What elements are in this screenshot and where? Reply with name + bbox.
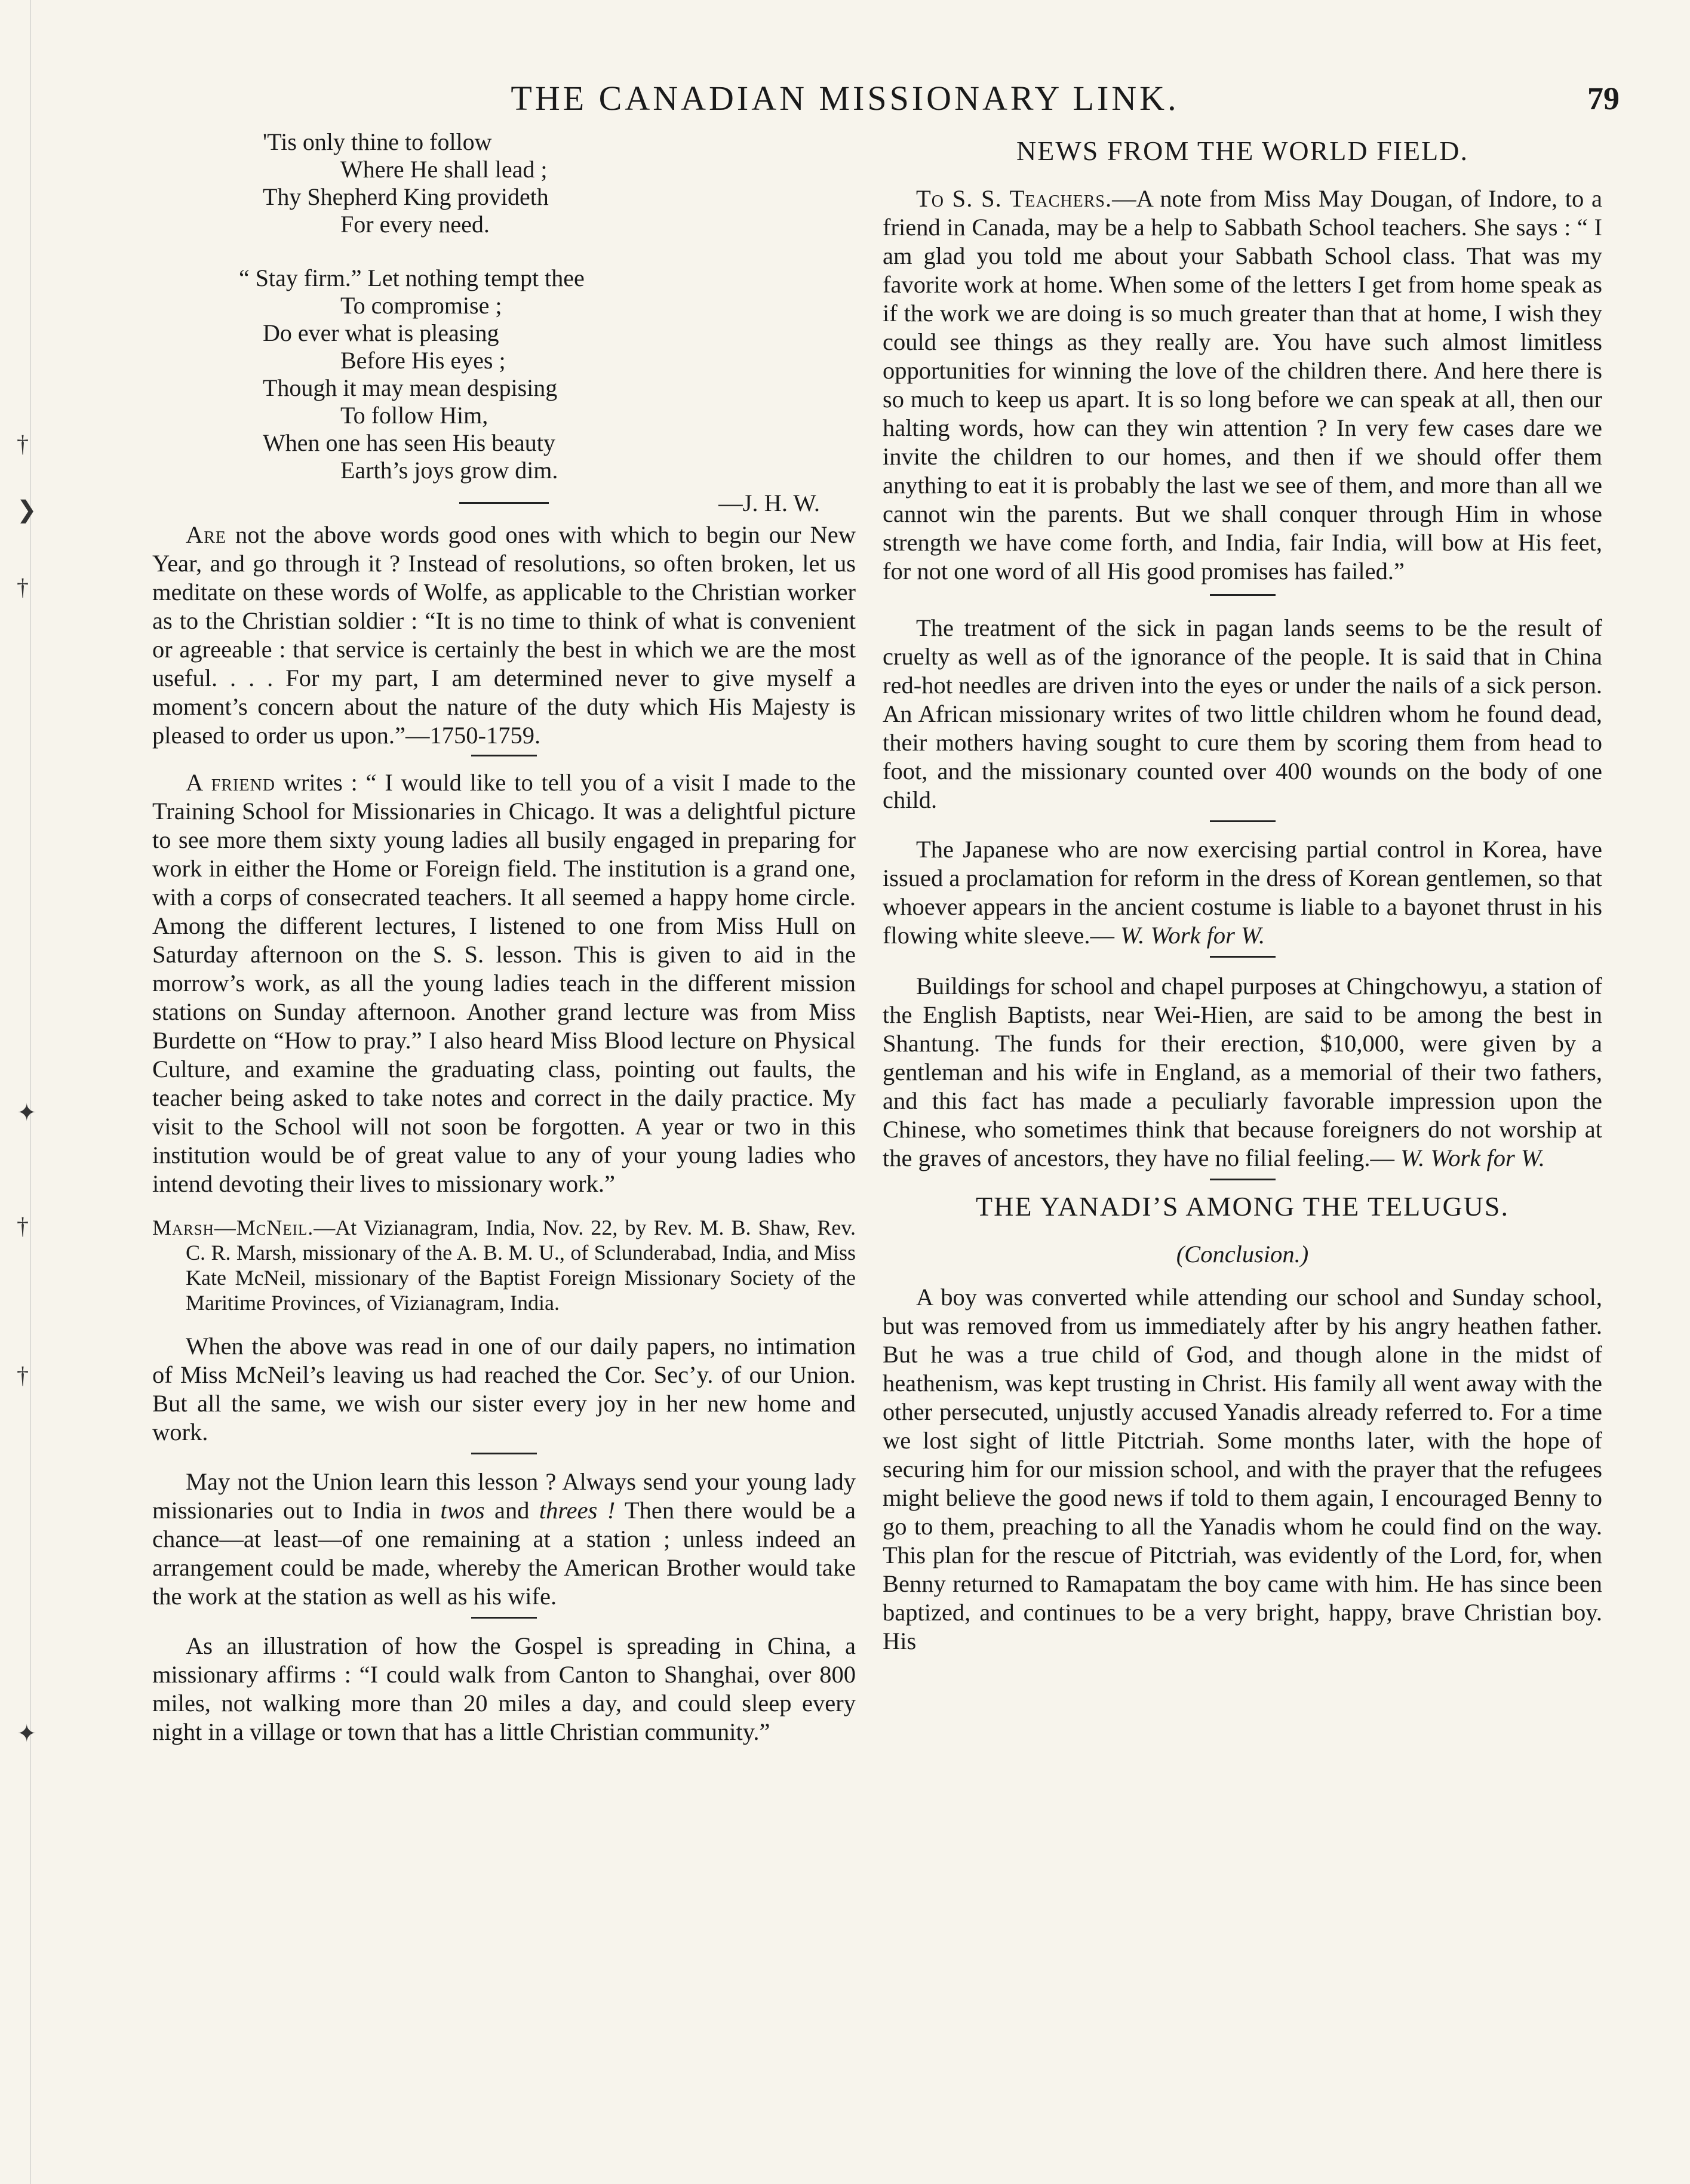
page-header — [0, 72, 1690, 125]
poem-stanza — [239, 264, 856, 484]
margin-mark: ✦ — [17, 1099, 37, 1126]
paragraph-text: and — [484, 1497, 539, 1524]
article-paragraph — [152, 768, 856, 1198]
poem-line: Before His eyes ; — [340, 347, 506, 374]
poem-signature: —J. H. W. — [718, 490, 820, 516]
poem-line: Though it may mean despising — [263, 374, 558, 401]
lead-in: To S. S. Teachers. — [916, 185, 1113, 212]
marriage-notice — [152, 1215, 856, 1315]
lead-in: Are — [186, 521, 227, 548]
margin-mark: † — [17, 574, 29, 601]
journal-title: THE CANADIAN MISSIONARY LINK. — [511, 79, 1179, 118]
poem-line: “ Stay firm.” Let nothing tempt thee — [239, 264, 585, 291]
lead-in: A friend — [186, 769, 275, 796]
poem-line: Where He shall lead ; — [340, 156, 548, 183]
source-credit: W. Work for W. — [1400, 1145, 1545, 1171]
section-heading: NEWS FROM THE WORLD FIELD. — [1016, 136, 1468, 166]
section-divider — [471, 1453, 537, 1454]
paragraph-text: Then there would be a chance—at least—of one remaining at a station ; unless indeed an arrangement could be made, whereby the American Brother would take the work at the station as well as his wife. — [152, 1497, 856, 1610]
section-divider — [471, 1617, 537, 1619]
right-column — [883, 128, 1602, 2146]
spacer — [152, 1198, 856, 1215]
margin-mark: † — [17, 1362, 29, 1389]
section-divider — [471, 755, 537, 756]
article-paragraph — [883, 184, 1602, 586]
poem-line: 'Tis only thine to follow — [263, 128, 492, 155]
lead-in: Marsh—McNeil. — [152, 1216, 314, 1239]
poem-line: For every need. — [340, 211, 490, 238]
poem-line: Do ever what is pleasing — [263, 319, 499, 346]
article-paragraph — [152, 521, 856, 750]
paragraph-text: writes : “ I would like to tell you of a visit I made to the Training School for Missionaries in Chicago. It was a delightful picture to see more them sixty young ladies all busily engaged in preparing for work in either the Home or Foreign field. The institution is a grand one, with a corps of consecrated teachers. It all seemed a happy home circle. Among the different lectures, I listened to one from Miss Hull on Saturday afternoon on the S. S. lesson. This is given to aid in the morrow’s work, as all the young ladies teach in the different mission stations on Sunday afternoon. Another grand lecture was from Miss Burdette on “How to pray.” I also heard Miss Blood lecture on Physical Culture, and examine the graduating class, pointing out faults, the teacher being asked to take notes and correct in the daily practice. My visit to the School will not soon be forgotten. A year or two in this institution would be of great value to any of your young ladies who intend devoting their lives to missionary work.” — [152, 769, 856, 1197]
section-subtitle: (Conclusion.) — [1176, 1241, 1309, 1268]
source-credit: W. Work for W. — [1120, 922, 1265, 949]
margin-mark: † — [17, 1213, 29, 1239]
article-paragraph: The treatment of the sick in pagan lands seems to be the result of cruelty as well as of the ignorance of the people. It is said that in China red-hot needles are driven into the eyes or under the nails of a sick person. An African missionary writes of two little children whom he found dead, their mothers having sought to cure them by scoring them from head to foot, and the missionary counted over 400 wounds on the body of one child. — [883, 614, 1602, 813]
paragraph-text: Buildings for school and chapel purposes at Chingchowyu, a station of the English Baptists, near Wei-Hien, are said to be among the best in Shantung. The funds for their erection, $10,000, were given by a gentleman and his wife in England, as a memorial of their two fathers, and this fact has made a peculiarly favorable impression upon the Chinese, who sometimes think that because foreigners do not worship at the graves of ancestors, they have no filial feeling.— — [883, 973, 1602, 1171]
emphasis: threes ! — [539, 1497, 616, 1524]
poem-line: To compromise ; — [340, 292, 502, 319]
section-divider — [1210, 820, 1276, 822]
spacer — [152, 1315, 856, 1332]
section-divider — [1210, 956, 1276, 958]
paragraph-text: The Japanese who are now exercising partial control in Korea, have issued a proclamation for reform in the dress of Korean gentlemen, so that whoever appears in the ancient costume is liable to a bayonet thrust in his flowing white sleeve.— — [883, 836, 1602, 949]
poem-stanza — [263, 128, 856, 238]
emphasis: twos — [440, 1497, 485, 1524]
section-heading: THE YANADI’S AMONG THE TELUGUS. — [976, 1191, 1509, 1222]
article-paragraph: When the above was read in one of our daily papers, no intimation of Miss McNeil’s leaving us had reached the Cor. Sec’y. of our Union. But all the same, we wish our sister every joy in her new home and work. — [152, 1333, 856, 1445]
poem-line: Thy Shepherd King provideth — [263, 183, 549, 210]
poem-line: When one has seen His beauty — [263, 429, 555, 456]
margin-mark: † — [17, 430, 29, 457]
section-divider — [459, 502, 549, 504]
article-paragraph — [883, 972, 1602, 1173]
paragraph-text: May not the Union learn this lesson ? Always send your young lady missionaries out to India in — [152, 1468, 856, 1524]
paragraph-text: not the above words good ones with which to begin our New Year, and go through it ? Instead of resolutions, so often broken, let us meditate on these words of Wolfe, as applicable to the Christian worker as to the Christian soldier : “It is no time to think of what is convenient or agreeable : that service is certainly the best in which we are the most useful. . . . For my part, I am determined never to give myself a moment’s concern about the nature of the duty which His Majesty is pleased to order us upon.”—1750-1759. — [152, 521, 856, 749]
article-paragraph: A boy was converted while attending our school and Sunday school, but was removed from us immediately after by his angry heathen father. But he was a true child of God, and though alone in the midst of heathenism, was kept trusting in Christ. His family all went away with the other persecuted, unjustly accused Yanadis already referred to. For a time we lost sight of little Pitctriah. Some months later, with the hope of securing him for our mission school, and with the prayer that the refugees might believe the good news if told to them again, I encouraged Benny to go to them, preaching to all the Yanadis whom he could find on the way. This plan for the rescue of Pitctriah, was evidently of the Lord, for, when Benny returned to Ramapatam the boy came with him. He has since been baptized, and continues to be a very bright, happy, brave Christian boy. His — [883, 1284, 1602, 1654]
left-column — [152, 128, 856, 2146]
poem-line: To follow Him, — [340, 402, 488, 429]
page-number: 79 — [1587, 81, 1620, 116]
article-paragraph: As an illustration of how the Gospel is spreading in China, a missionary affirms : “I could walk from Canton to Shanghai, over 800 miles, not walking more than 20 miles a day, and could sleep every night in a village or town that has a little Christian community.” — [152, 1632, 856, 1745]
paragraph-text: —At Vizianagram, India, Nov. 22, by Rev. M. B. Shaw, Rev. C. R. Marsh, missionary of the A. B. M. U., of Sclunderabad, India, and Miss Kate McNeil, missionary of the Baptist Foreign Missionary Society of the Maritime Provinces, of Vizianagram, India. — [186, 1216, 856, 1315]
section-divider — [1210, 1179, 1276, 1180]
article-paragraph — [152, 1468, 856, 1611]
margin-mark: ✦ — [17, 1720, 37, 1747]
section-divider — [1210, 594, 1276, 596]
article-paragraph — [883, 835, 1602, 950]
paragraph-text: —A note from Miss May Dougan, of Indore, to a friend in Canada, may be a help to Sabbath School teachers. She says : “ I am glad you told me about your Sabbath School class. That was my favorite work at home. When some of the letters I get from home speak as if the work we are doing is so much greater than that at home, I wish they could see things as they really are. You have such almost limitless opportunities for winning the love of the children there. And here there is so much to keep us apart. It is so long before we can speak at all, then our halting words, how can they win attention ? In very few cases dare we invite the children to our homes, and then if we should offer them anything to eat it is probably the last we see of them, and more than all we cannot win the parents. But we shall conquer through Him in whose strength we have come forth, and India, fair India, will bow at His feet, for not one word of all His good promises has failed.” — [883, 185, 1602, 585]
poem-line: Earth’s joys grow dim. — [340, 457, 558, 484]
margin-mark: ❯ — [17, 496, 37, 523]
poem — [239, 128, 856, 484]
